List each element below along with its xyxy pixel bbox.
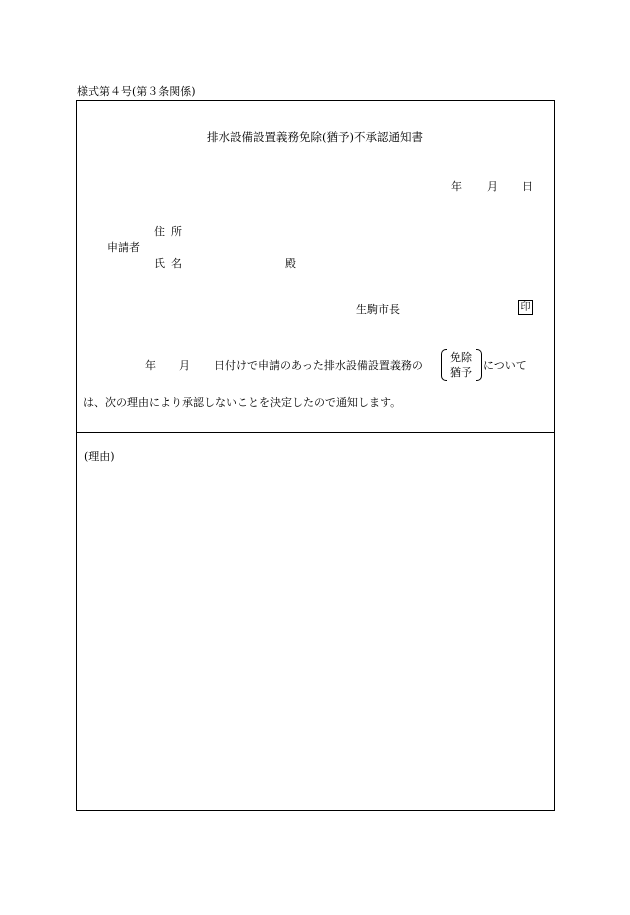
seal-mark: 印 [518,300,533,315]
applicant-label: 申請者 [107,241,140,254]
body-text-line2: は、次の理由により承認しないことを決定したので通知します。 [83,396,402,409]
date-month-label: 月 [487,180,498,193]
date-day-label: 日 [522,180,533,193]
section-divider [76,432,555,433]
form-frame [76,100,555,811]
bracket-left [441,349,447,381]
name-label: 氏名 [154,257,188,270]
body-text-before: 日付けで申請のあった排水設備設置義務の [214,359,423,372]
reason-label: (理由) [84,450,115,463]
body-text-after: について [483,359,527,372]
document-title [0,132,630,144]
honorific-dono: 殿 [285,257,296,270]
body-month-label: 月 [179,359,190,372]
date-year-label: 年 [451,180,462,193]
form-number-label: 様式第４号(第３条関係) [77,85,196,98]
body-year-label: 年 [145,359,156,372]
document-title-text: 排水設備設置義務免除(猶予)不承認通知書 [207,130,423,144]
address-label: 住所 [154,225,188,238]
option-deferral: 猶予 [450,366,472,379]
option-exemption: 免除 [450,351,472,364]
issuer-title: 生駒市長 [356,303,400,316]
bracket-right [476,349,482,381]
